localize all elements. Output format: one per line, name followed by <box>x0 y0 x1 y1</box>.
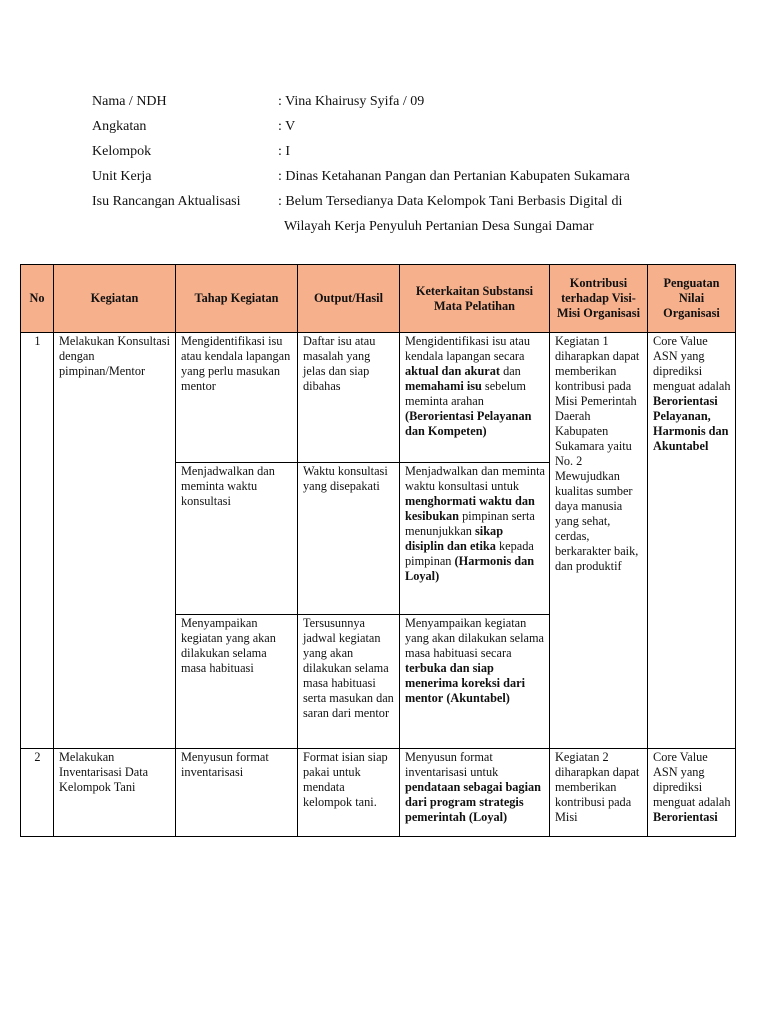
k-bold: (Berorientasi Pelayanan dan Kompeten) <box>405 409 532 438</box>
penguatan-text: Core Value ASN yang diprediksi menguat adalah <box>653 750 731 809</box>
row2-output: Format isian siap pakai untuk mendata kelompok tani. <box>298 749 400 837</box>
row1-kontribusi: Kegiatan 1 diharapkan dapat memberikan kontribusi pada Misi Pemerintah Daerah Kabupaten Sukamara yaitu No. 2 Mewujudkan kualitas sumber daya manusia yang sehat, cerdas, berkarakter baik, dan produktif <box>550 333 648 749</box>
info-row-angkatan <box>92 114 678 139</box>
row2-keterkaitan <box>400 749 550 837</box>
k-text: Menyusun format inventarisasi untuk <box>405 750 499 779</box>
kelompok-label: Kelompok <box>92 144 152 159</box>
row1-penguatan <box>648 333 736 749</box>
header-kontribusi: Kontribusi terhadap Visi-Misi Organisasi <box>550 265 648 333</box>
k-text: kepada pimpinan <box>405 539 534 568</box>
row2-penguatan <box>648 749 736 837</box>
row1-keterkaitan-2 <box>400 463 550 615</box>
info-row-kelompok <box>92 139 678 164</box>
info-row-unit <box>92 164 678 189</box>
header-keterkaitan: Keterkaitan Substansi Mata Pelatihan <box>400 265 550 333</box>
penguatan-text: Core Value ASN yang diprediksi menguat adalah <box>653 334 731 393</box>
isu-value <box>278 189 678 239</box>
row1-keterkaitan-3 <box>400 615 550 749</box>
k-bold: terbuka dan siap menerima koreksi dari mentor <box>405 661 525 705</box>
row2-kontribusi: Kegiatan 2 diharapkan dapat memberikan kontribusi pada Misi <box>550 749 648 837</box>
k-text: dan <box>500 364 521 378</box>
table-header-row <box>21 265 736 333</box>
row1-output-3: Tersusunnya jadwal kegiatan yang akan dilakukan selama masa habituasi serta masukan dan saran dari mentor <box>298 615 400 749</box>
table-row <box>21 749 736 837</box>
k-bold: (Harmonis dan Loyal) <box>405 554 535 583</box>
k-bold: pendataan sebagai bagian dari program strategis pemerintah (Loyal) <box>405 780 541 824</box>
name-label: Nama / NDH <box>92 94 167 109</box>
header-output: Output/Hasil <box>298 265 400 333</box>
row1-tahap-1: Mengidentifikasi isu atau kendala lapangan yang perlu masukan mentor <box>176 333 298 463</box>
angkatan-value: : V <box>278 119 296 134</box>
row1-tahap-2: Menjadwalkan dan meminta waktu konsultasi <box>176 463 298 615</box>
activity-table <box>20 264 736 837</box>
row2-no: 2 <box>21 749 54 837</box>
isu-value-line2: Wilayah Kerja Penyuluh Pertanian Desa Sungai Damar <box>284 219 594 234</box>
row1-tahap-3: Menyampaikan kegiatan yang akan dilakukan selama masa habituasi <box>176 615 298 749</box>
k-text: Menjadwalkan dan meminta waktu konsultasi untuk <box>405 464 546 493</box>
kelompok-value: : I <box>278 144 291 159</box>
table-row <box>21 333 736 463</box>
row2-kegiatan: Melakukan Inventarisasi Data Kelompok Tani <box>54 749 176 837</box>
k-text: Menyampaikan kegiatan yang akan dilakukan selama masa habituasi secara <box>405 616 544 660</box>
row1-output-1: Daftar isu atau masalah yang jelas dan siap dibahas <box>298 333 400 463</box>
header-no: No <box>21 265 54 333</box>
penguatan-bold: Berorientasi <box>653 810 718 824</box>
info-row-isu <box>92 189 678 239</box>
unit-label: Unit Kerja <box>92 169 152 184</box>
k-bold: aktual dan akurat <box>405 364 500 378</box>
info-row-name <box>92 89 678 114</box>
isu-label: Isu Rancangan Aktualisasi <box>92 194 241 209</box>
penguatan-bold: Berorientasi Pelayanan, Harmonis dan Akuntabel <box>653 394 729 453</box>
header-penguatan: Penguatan Nilai Organisasi <box>648 265 736 333</box>
identity-block <box>92 89 678 239</box>
row1-kegiatan: Melakukan Konsultasi dengan pimpinan/Mentor <box>54 333 176 749</box>
unit-value: : Dinas Ketahanan Pangan dan Pertanian Kabupaten Sukamara <box>278 169 630 184</box>
row1-no: 1 <box>21 333 54 749</box>
isu-value-line1: : Belum Tersedianya Data Kelompok Tani Berbasis Digital di <box>278 194 623 209</box>
row1-keterkaitan-1 <box>400 333 550 463</box>
angkatan-label: Angkatan <box>92 119 147 134</box>
k-text: Mengidentifikasi isu atau kendala lapangan secara <box>405 334 530 363</box>
name-value: : Vina Khairusy Syifa / 09 <box>278 94 425 109</box>
k-text: sebelum meminta arahan <box>405 379 526 408</box>
header-tahap: Tahap Kegiatan <box>176 265 298 333</box>
k-bold: menghormati waktu dan kesibukan <box>405 494 535 523</box>
row1-output-2: Waktu konsultasi yang disepakati <box>298 463 400 615</box>
k-bold: memahami isu <box>405 379 482 393</box>
k-bold: sikap disiplin dan etika <box>405 524 504 553</box>
k-text: pimpinan serta menunjukkan <box>405 509 535 538</box>
k-bold: (Akuntabel) <box>446 691 510 705</box>
header-kegiatan: Kegiatan <box>54 265 176 333</box>
row2-tahap: Menyusun format inventarisasi <box>176 749 298 837</box>
